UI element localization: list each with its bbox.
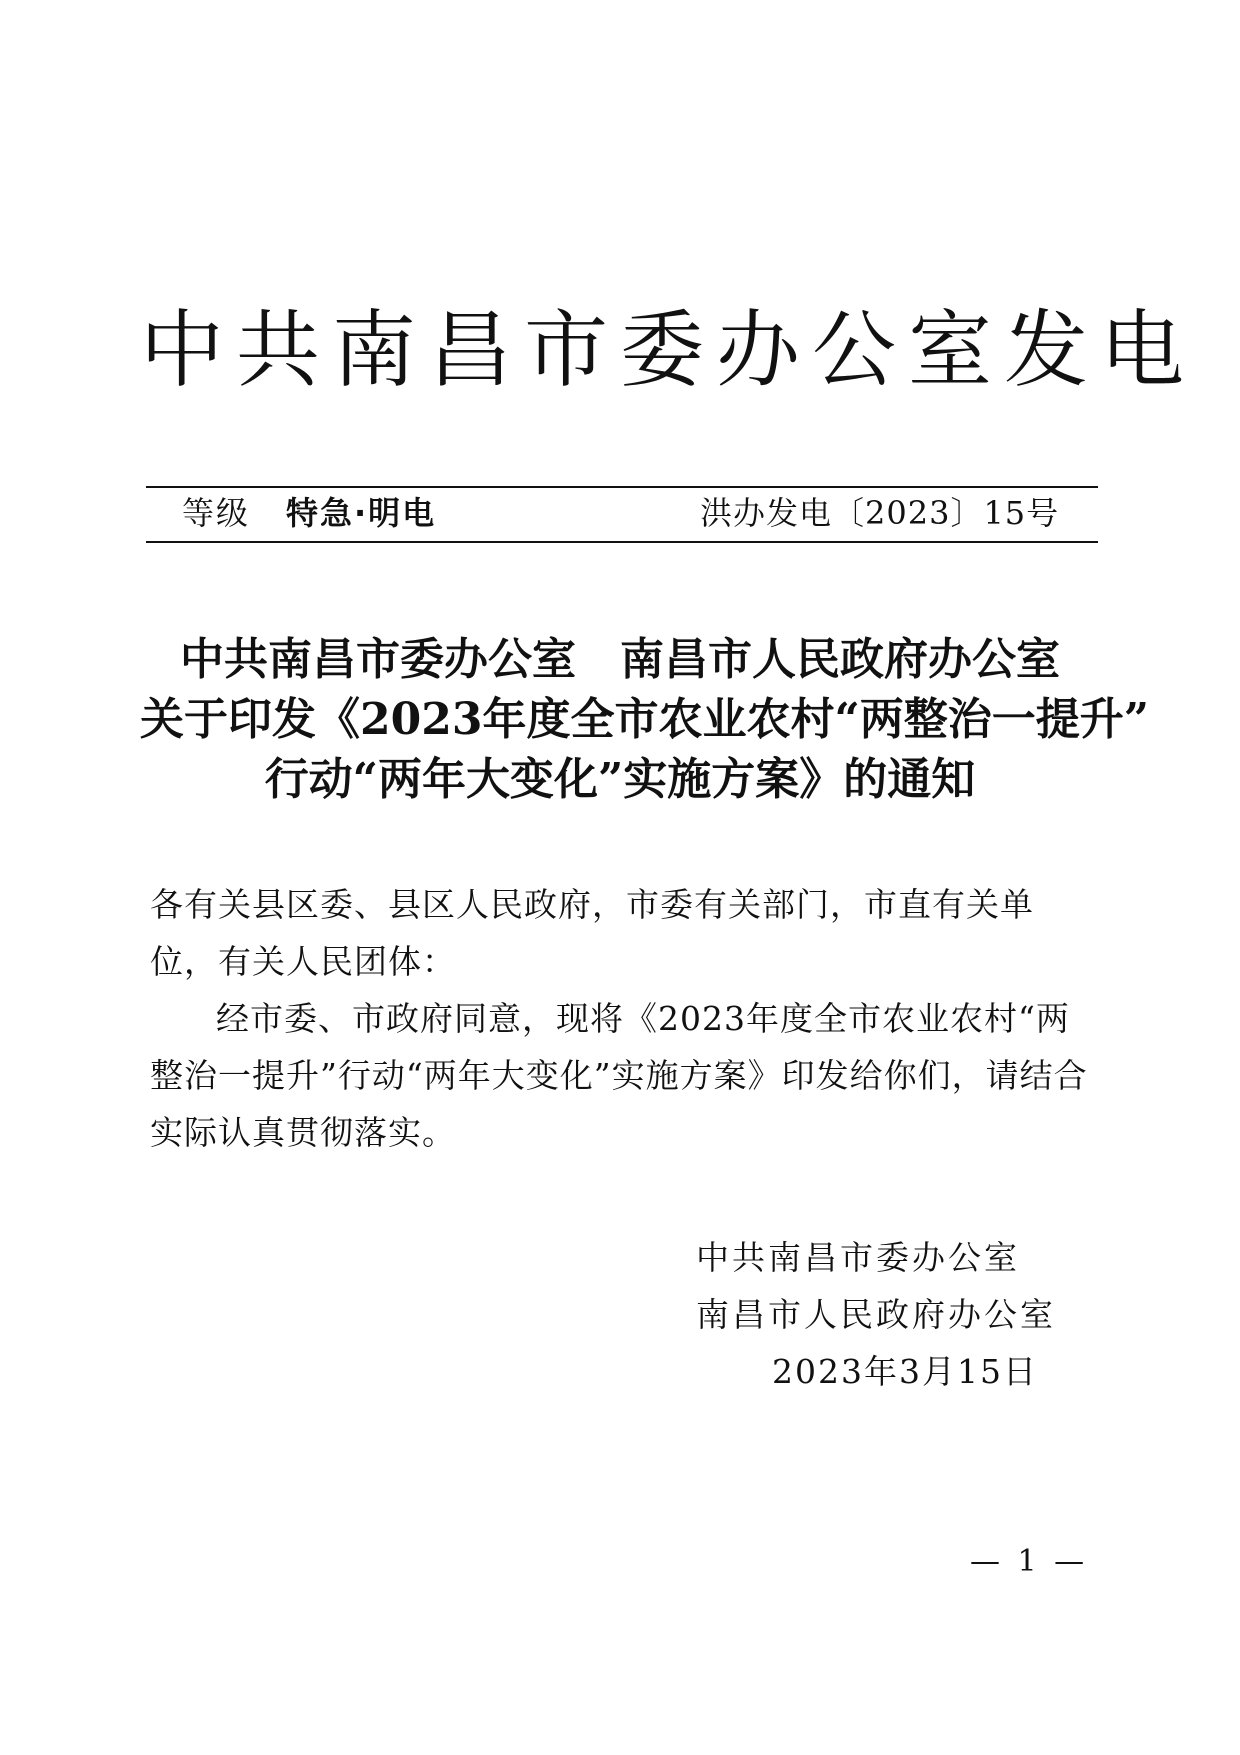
signature-org-1: 中共南昌市委办公室 <box>696 1238 1020 1277</box>
header-rule-bottom <box>146 541 1098 543</box>
signature-date: 2023年3月15日 <box>772 1352 1038 1391</box>
grade-value: 特急·明电 <box>286 494 437 532</box>
document-title <box>140 630 1150 810</box>
body-paragraph-text: 经市委、市政府同意，现将《2023年度全市农业农村“两整治一提升”行动“两年大变化”实施方案》印发给你们，请结合实际认真贯彻落实。 <box>150 999 1088 1152</box>
header-rule-top <box>146 486 1098 488</box>
page-number: — 1 — <box>970 1544 1089 1579</box>
masthead-title: 中共南昌市委办公室发电 <box>140 301 1197 399</box>
grade-label: 等级 <box>182 494 251 532</box>
document-number: 洪办发电〔2023〕15号 <box>700 494 1060 532</box>
body-paragraph <box>150 990 1090 1161</box>
title-line-3: 行动“两年大变化”实施方案》的通知 <box>264 754 976 805</box>
salutation: 各有关县区委、县区人民政府，市委有关部门，市直有关单位，有关人民团体： <box>150 885 1034 981</box>
title-line-2: 关于印发《2023年度全市农业农村“两整治一提升” <box>140 694 1150 745</box>
signature-org-2: 南昌市人民政府办公室 <box>696 1295 1056 1334</box>
title-line-1: 中共南昌市委办公室 南昌市人民政府办公室 <box>180 634 1060 685</box>
